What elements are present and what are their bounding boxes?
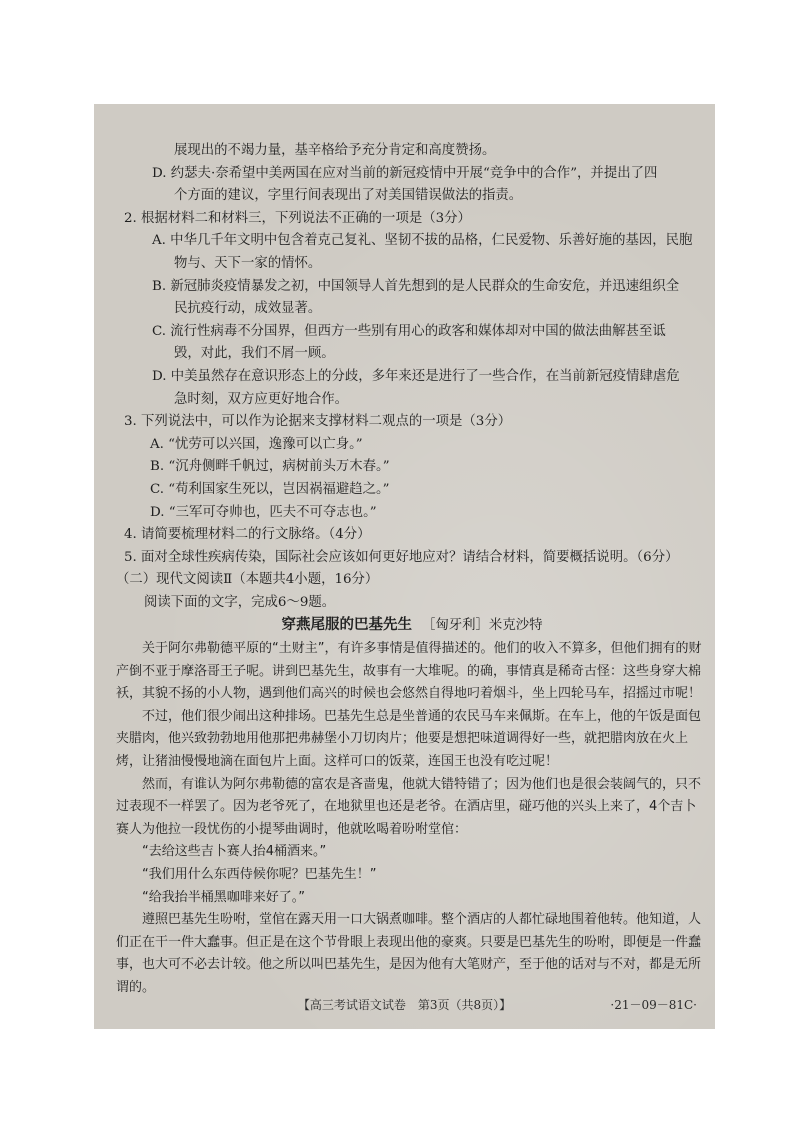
question-5: 5. 面对全球性疾病传染，国际社会应该如何更好地应对？请结合材料，简要概括说明。（6分）: [124, 549, 679, 565]
q2-option-d-line-2: 急时刻，双方应更好地合作。: [174, 391, 349, 407]
q3-option-a: A. “忧劳可以兴国，逸豫可以亡身。”: [150, 436, 363, 452]
footer-code: ·21－09－81C·: [610, 998, 697, 1012]
exam-page: [94, 104, 715, 1029]
page-content: [116, 140, 708, 1000]
q3-option-c: C. “苟利国家生死以，岂因祸福避趋之。”: [150, 481, 390, 497]
story-body: [116, 638, 708, 1000]
q2-option-b-line-2: 民抗疫行动，成效显著。: [174, 301, 322, 317]
q2-option-a-line-2: 物与、天下一家的情怀。: [174, 255, 322, 271]
q2-option-c-line-2: 毁，对此，我们不屑一顾。: [174, 346, 335, 362]
q3-option-d: D. “三军可夺帅也，匹夫不可夺志也。”: [150, 504, 377, 520]
footer-page-info: 【高三考试语文试卷 第3页（共8页）】: [297, 998, 512, 1012]
story-title-line: [116, 614, 708, 638]
reading-instruction: 阅读下面的文字，完成6～9题。: [144, 594, 336, 610]
story-paragraph: 遵照巴基先生吩咐，堂倌在露天用一口大锅煮咖啡。整个酒店的人都忙碌地围着他转。他知道，人们正在干一件大蠢事。但正是在这个节骨眼上表现出他的豪爽。只要是巴基先生的吩咐，即便是一件蠢事，也大可不必去计较。他之所以叫巴基先生，是因为他有大笔财产，至于他的话对与不对，都是无所谓的。: [116, 912, 702, 995]
story-author: ［匈牙利］米克沙特: [421, 618, 543, 634]
question-4: 4. 请简要梳理材料二的行文脉络。（4分）: [124, 527, 371, 543]
question-2: 2. 根据材料二和材料三，下列说法不正确的一项是（3分）: [124, 210, 471, 226]
q2-option-b-line-1: B. 新冠肺炎疫情暴发之初，中国领导人首先想到的是人民群众的生命安危，并迅速组织全: [152, 278, 680, 294]
story-dialogue: “去给这些吉卜赛人抬4桶酒来。”: [142, 844, 327, 860]
q2-option-c-line-1: C. 流行性病毒不分国界，但西方一些别有用心的政客和媒体却对中国的做法曲解甚至诋: [152, 323, 666, 339]
story-title: 穿燕尾服的巴基先生: [281, 617, 412, 634]
story-paragraph: 然而，有谁认为阿尔弗勒德的富农是吝啬鬼，他就大错特错了；因为他们也是很会装阔气的，只不过表现不一样罢了。因为老爷死了，在地狱里也还是老爷。在酒店里，碰巧他的兴头上来了，4个吉卜赛人为他拉一段忧伤的小提琴曲调时，他就吆喝着吩咐堂倌：: [116, 776, 702, 837]
section-heading: （二）现代文阅读Ⅱ（本题共4小题，16分）: [116, 572, 379, 588]
option-d-line-2: 个方面的建议，字里行间表现出了对美国错误做法的指责。: [174, 188, 523, 204]
q2-option-d-line-1: D. 中美虽然存在意识形态上的分歧，多年来还是进行了一些合作，在当前新冠疫情肆虐危: [152, 368, 680, 384]
option-c-continued: 展现出的不竭力量，基辛格给予充分肯定和高度赞扬。: [174, 143, 496, 158]
story-paragraph: 不过，他们很少闹出这种排场。巴基先生总是坐普通的农民马车来佩斯。在车上，他的午饭是面包夹腊肉，他兴致勃勃地用他那把弗赫堡小刀切肉片；他要是想把味道调得好一些，就把腊肉放在火上烤，让猪油慢慢地滴在面包片上面。这样可口的饭菜，连国王也没有吃过呢！: [116, 708, 702, 770]
q3-option-b: B. “沉舟侧畔千帆过，病树前头万木春。”: [150, 459, 390, 475]
story-dialogue: “给我抬半桶黑咖啡来好了。”: [142, 889, 305, 905]
story-paragraph: 关于阿尔弗勒德平原的“土财主”，有许多事情是值得描述的。他们的收入不算多，但他们拥有的财产倒不亚于摩洛哥王子呢。讲到巴基先生，故事有一大堆呢。的确，事情真是稀奇古怪：这些身穿大棉袄，其貌不扬的小人物，遇到他们高兴的时候也会悠然自得地叼着烟斗，坐上四轮马车，招摇过市呢！: [116, 641, 702, 702]
story-dialogue: “我们用什么东西侍候你呢？巴基先生！”: [142, 867, 377, 882]
option-d-line-1: D. 约瑟夫·奈希望中美两国在应对当前的新冠疫情中开展“竞争中的合作”，并提出了四: [152, 165, 658, 181]
question-3: 3. 下列说法中，可以作为论据来支撑材料二观点的一项是（3分）: [124, 414, 512, 430]
q2-option-a-line-1: A. 中华几千年文明中包含着克己复礼、坚韧不拔的品格，仁民爱物、乐善好施的基因，民胞: [152, 233, 693, 249]
